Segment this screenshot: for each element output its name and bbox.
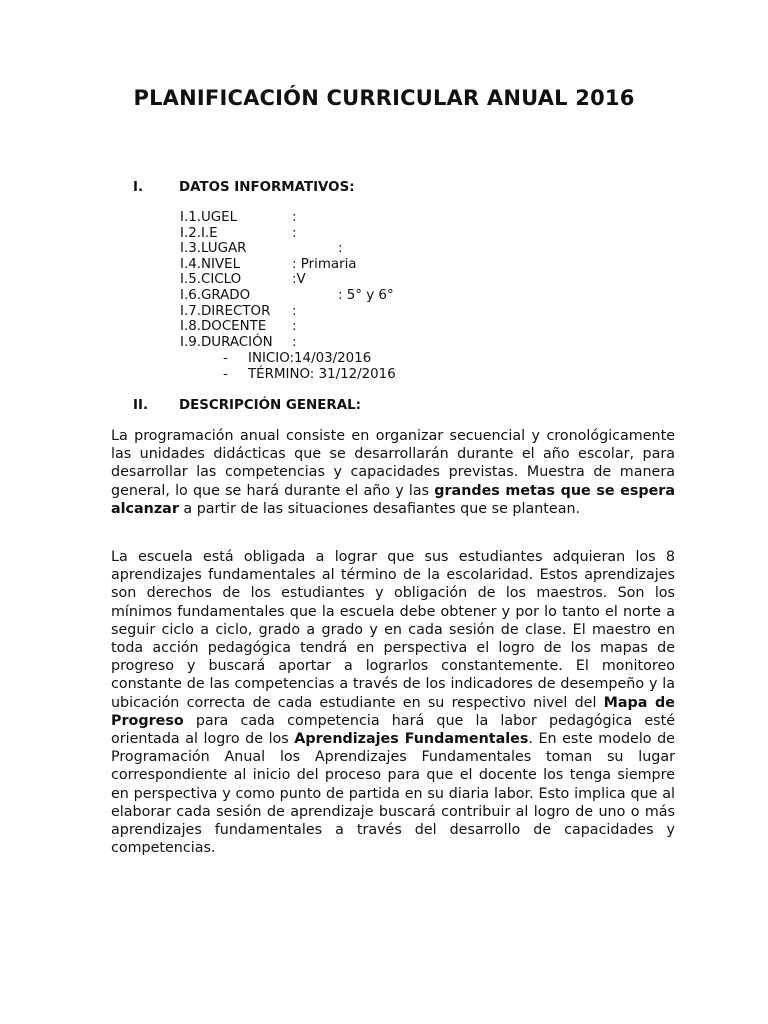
paragraph-bold: Mapa de Progreso <box>111 694 675 729</box>
info-value: : <box>292 210 297 225</box>
document-title: PLANIFICACIÓN CURRICULAR ANUAL 2016 <box>133 86 635 110</box>
paragraph-text: La escuela está obligada a lograr que sus estudiantes adquieran los 8 aprendizajes fundamentales al término de la escolaridad. Estos aprendizajes son derechos de los estudiantes y obligación de los maestros. Son los mínimos fundamentales que la escuela debe obtener y por lo tanto el norte a seguir ciclo a ciclo, grado a grado y en cada sesión de clase. El maestro en toda acción pedagógica tendrá en perspectiva el logro de los mapas de progreso y buscará aportar a lograrlos constantemente. El monitoreo constante de las competencias a través de los indicadores de desempeño y la ubicación correcta de cada estudiante en su respectivo nivel del <box>111 549 675 711</box>
paragraph-programacion <box>111 427 675 518</box>
paragraph-text: La programación anual consiste en organizar secuencial y cronológicamente las unidades didácticas que se desarrollarán durante el año escolar, para desarrollar las competencias y capacidades previstas. Muestra de manera general, lo que se hará durante el año y las <box>111 428 675 499</box>
list-dash: - <box>223 351 228 366</box>
section-heading-datos <box>133 180 355 195</box>
info-value: : <box>292 319 297 335</box>
info-value: : Primaria <box>292 256 357 272</box>
info-value: : <box>338 241 343 257</box>
info-value: : 5° y 6° <box>338 287 394 303</box>
duration-text: TÉRMINO: 31/12/2016 <box>248 367 396 382</box>
info-label: I.1.UGEL <box>180 210 238 225</box>
duration-text: INICIO:14/03/2016 <box>248 351 372 366</box>
info-label: I.7.DIRECTOR <box>180 303 271 319</box>
info-value: : <box>292 334 297 350</box>
info-label: I.3.LUGAR <box>180 241 247 257</box>
info-label: I.2.I.E <box>180 225 218 241</box>
list-dash: - <box>223 367 228 382</box>
section-number: I. <box>133 180 144 195</box>
duration-start <box>223 351 371 366</box>
paragraph-text: . En este modelo de Programación Anual los Aprendizajes Fundamentales toman su lugar correspondiente al inicio del proceso para que el docente los tenga siempre en perspectiva y como punto de partida en su diaria labor. Esto implica que al elaborar cada sesión de aprendizaje buscará contribuir al logro de uno o más aprendizajes fundamentales a través del desarrollo de capacidades y competencias. <box>111 731 675 857</box>
info-label: I.8.DOCENTE <box>180 319 267 335</box>
section-number: II. <box>133 398 149 413</box>
duration-end <box>223 367 396 382</box>
section-title: DATOS INFORMATIVOS: <box>179 180 355 195</box>
info-value: :V <box>292 272 306 288</box>
info-value: : <box>292 303 297 319</box>
paragraph-text: a partir de las situaciones desafiantes que se plantean. <box>178 500 581 517</box>
paragraph-bold: Aprendizajes Fundamentales <box>294 731 529 748</box>
section-title: DESCRIPCIÓN GENERAL: <box>179 398 361 413</box>
info-value: : <box>292 225 297 241</box>
paragraph-text: para cada competencia hará que la labor pedagógica esté orientada al logro de los <box>111 712 675 748</box>
paragraph-bold: grandes metas que se espera alcanzar <box>111 482 676 517</box>
info-label: I.6.GRADO <box>180 287 251 303</box>
info-label: I.9.DURACIÓN <box>180 334 273 350</box>
section-heading-descripcion <box>133 398 361 413</box>
paragraph-escuela <box>111 548 675 857</box>
info-label: I.4.NIVEL <box>180 256 241 272</box>
info-label: I.5.CICLO <box>180 272 242 288</box>
